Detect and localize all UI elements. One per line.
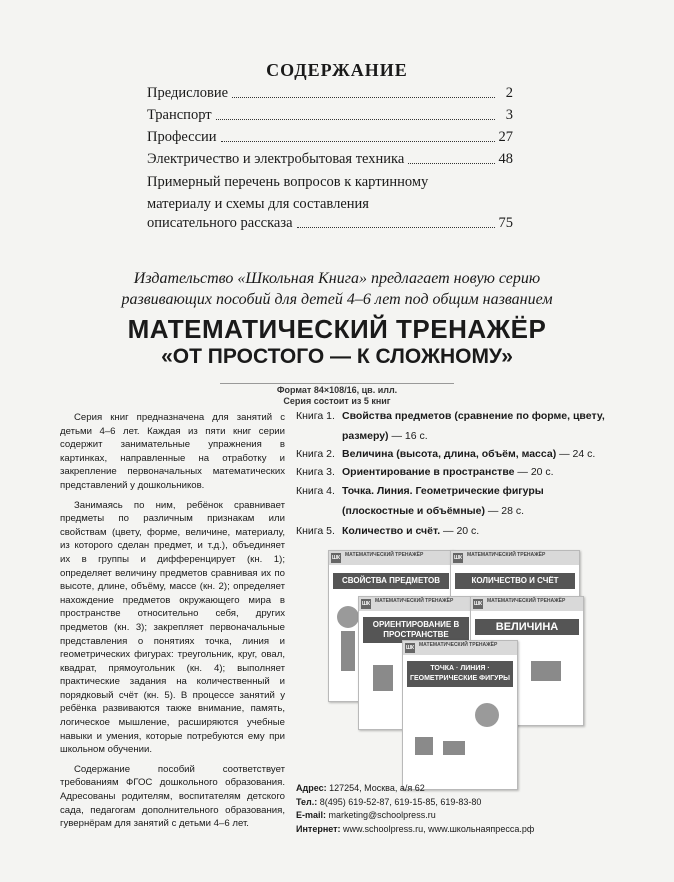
book-cover: [402, 640, 518, 790]
description-paragraph: Содержание пособий соответствует требованиям ФГОС дошкольного образования. Адресованы родителям, воспитателям детского сада, педагогам дополнительного образования, гувернёрам для занятий с детьми 4–6 лет.: [60, 763, 285, 830]
book-number: Книга 5.: [296, 525, 335, 537]
cover-title: ТОЧКА · ЛИНИЯ · ГЕОМЕТРИЧЕСКИЕ ФИГУРЫ: [407, 661, 513, 687]
book-number: Книга 3.: [296, 466, 335, 478]
toc-entry-label: Транспорт: [147, 107, 212, 123]
book-pages: — 24 с.: [556, 448, 596, 460]
book-title: Точка. Линия. Геометрические фигуры (плоскостные и объёмные): [342, 485, 544, 517]
toc-entry-page: 27: [498, 129, 513, 145]
series-subtitle: «ОТ ПРОСТОГО — К СЛОЖНОМУ»: [161, 345, 513, 368]
toc-entry-line: материалу и схемы для составления: [147, 196, 369, 212]
toc-entry-page: 48: [498, 151, 513, 167]
contact-phone: Тел.: 8(495) 619-52-87, 619-15-85, 619-83-80: [296, 796, 482, 807]
toc-entry-label: Профессии: [147, 129, 217, 145]
book-title: Количество и счёт.: [342, 525, 441, 537]
promo-intro-line: Издательство «Школьная Книга» предлагает новую серию: [133, 270, 541, 287]
book-item: [296, 521, 616, 541]
cover-series-label: МАТЕМАТИЧЕСКИЙ ТРЕНАЖЁР: [345, 552, 424, 558]
cover-series-label: МАТЕМАТИЧЕСКИЙ ТРЕНАЖЁР: [419, 642, 498, 648]
publisher-logo: ШК: [331, 555, 341, 561]
toc-entry-label: Электричество и электробытовая техника: [147, 151, 405, 167]
book-item: [296, 462, 616, 482]
book-pages: — 20 с.: [514, 466, 554, 478]
publisher-logo: ШК: [361, 601, 371, 607]
divider: [220, 383, 454, 384]
series-count: Серия состоит из 5 книг: [283, 396, 391, 406]
toc-entry-label: описательного рассказа: [147, 215, 293, 231]
toc-entry-line: Примерный перечень вопросов к картинному: [147, 174, 429, 190]
book-title: Свойства предметов (сравнение по форме, цвету, размеру): [342, 410, 605, 442]
toc-entry: [147, 214, 513, 232]
cover-title: ВЕЛИЧИНА: [475, 619, 579, 635]
book-item: [296, 444, 616, 464]
description-paragraph: Занимаясь по ним, ребёнок сравнивает предметы по различным признакам или свойствам (цвету, форме, величине, материалу, из которого сделан предмет, и т.д.), объединяет их в группы и дифференцирует (кн. 1); определяет величину предметов сравнивая их по высоте, длине, объёму, массе (кн. 2); определяет нахождение предметов окружающего мира в пространстве относительно себя, других предметов (кн. 3); закрепляет первоначальные представления о понятиях точка, линия и геометрических фигурах: треугольник, круг, овал, квадрат, прямоугольник (кн. 4); выполняет практические задания на количественный и порядковый счёт (кн. 5). В процессе занятий у ребёнка развиваются также внимание, память, логическое мышление, расширяются учебные навыки и умения, которые потребуются ему при школьном обучении.: [60, 499, 285, 756]
toc-entry: [147, 106, 513, 124]
toc-entry: [147, 128, 513, 146]
cover-title: КОЛИЧЕСТВО И СЧЁТ: [455, 573, 575, 589]
description-paragraph: Серия книг предназначена для занятий с детьми 4–6 лет. Каждая из пяти книг серии содержит занимательные упражнения в картинках, направленные на отработку и закрепление первоначальных математических представлений у дошкольников.: [60, 412, 285, 491]
book-pages: — 16 с.: [388, 430, 428, 442]
contacts: [296, 782, 626, 836]
toc-entry-page: 75: [498, 215, 513, 231]
toc-title: СОДЕРЖАНИЕ: [266, 60, 408, 80]
toc-entry-label: Предисловие: [147, 85, 229, 101]
series-title: МАТЕМАТИЧЕСКИЙ ТРЕНАЖЁР: [127, 314, 547, 344]
contact-address: Адрес: 127254, Москва, а/я 62: [296, 783, 425, 793]
toc-entry-multiline: [147, 171, 513, 215]
publisher-logo: ШК: [405, 645, 415, 651]
book-item: [296, 481, 616, 521]
cover-title: СВОЙСТВА ПРЕДМЕТОВ: [333, 573, 449, 589]
contact-email: E-mail: marketing@schoolpress.ru: [296, 810, 436, 820]
cover-series-label: МАТЕМАТИЧЕСКИЙ ТРЕНАЖЁР: [375, 598, 454, 604]
book-title: Ориентирование в пространстве: [342, 466, 515, 478]
cover-series-label: МАТЕМАТИЧЕСКИЙ ТРЕНАЖЁР: [487, 598, 566, 604]
toc-entry: [147, 84, 513, 102]
series-format: Формат 84×108/16, цв. илл.: [276, 385, 398, 395]
book-number: Книга 2.: [296, 448, 335, 460]
book-pages: — 20 с.: [440, 525, 480, 537]
cover-title: ОРИЕНТИРОВАНИЕ В ПРОСТРАНСТВЕ: [363, 617, 469, 643]
book-number: Книга 4.: [296, 485, 335, 497]
book-item: [296, 406, 616, 446]
book-pages: — 28 с.: [484, 505, 525, 517]
promo-intro-line: развивающих пособий для детей 4–6 лет под общим названием: [121, 291, 553, 308]
book-number: Книга 1.: [296, 410, 335, 422]
series-description: [60, 411, 285, 837]
publisher-logo: ШК: [453, 555, 463, 561]
book-title: Величина (высота, длина, объём, масса): [342, 448, 557, 460]
toc-entry-page: 3: [505, 107, 513, 123]
toc-entry-page: 2: [505, 85, 513, 101]
cover-series-label: МАТЕМАТИЧЕСКИЙ ТРЕНАЖЁР: [467, 552, 546, 558]
toc-entry: [147, 150, 513, 168]
contact-web: Интернет: www.schoolpress.ru, www.школьнаяпресса.рф: [296, 823, 535, 834]
publisher-logo: ШК: [473, 601, 483, 607]
